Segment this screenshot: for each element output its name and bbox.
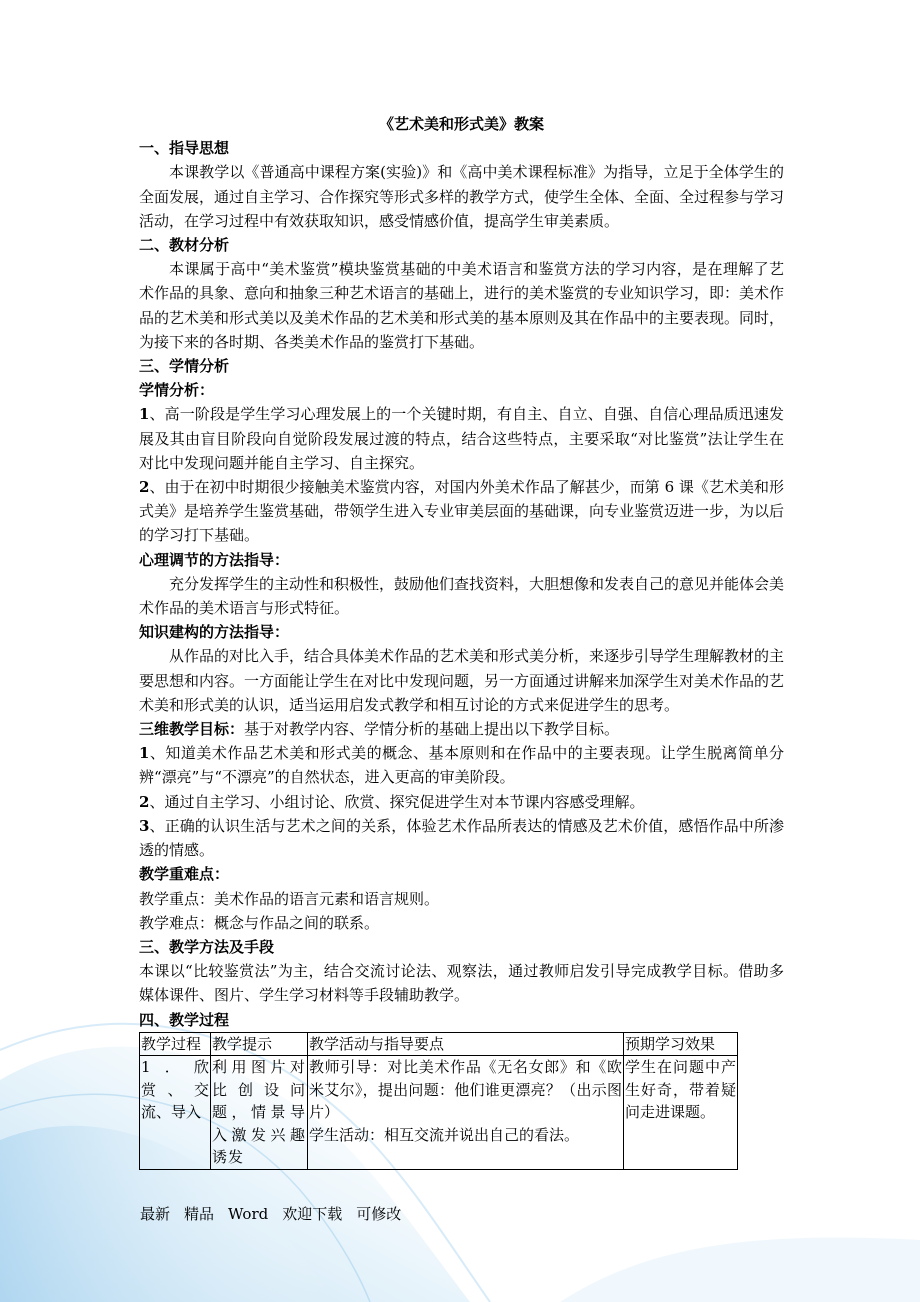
- heading-key-difficulties: 教学重难点：: [139, 865, 230, 884]
- cell-hint: 利用图片对比创设问题，情景导入激发兴趣诱发: [211, 1056, 308, 1170]
- heading-guiding-thought: 一、指导思想: [139, 139, 230, 158]
- teaching-goal-1: [139, 741, 784, 789]
- item-number: 1: [139, 405, 150, 424]
- cell-effect: 学生在问题中产生好奇，带着疑问走进课题。: [624, 1056, 738, 1170]
- teaching-process-table: [139, 1032, 738, 1170]
- paragraph-teaching-method: 本课以“比较鉴赏法”为主，结合交流讨论法、观察法，通过教师启发引导完成教学目标。借助多媒体课件、图片、学生学习材料等手段辅助教学。: [139, 962, 784, 1005]
- table-header-row: [140, 1032, 738, 1056]
- teaching-goal-2: [139, 790, 784, 814]
- teaching-goals-label: 三维教学目标：: [139, 720, 245, 739]
- item-number: 1: [139, 744, 150, 763]
- item-text: 、知道美术作品艺术美和形式美的概念、基本原则和在作品中的主要表现。让学生脱离简单分辨“漂亮”与“不漂亮”的自然状态，进入更高的审美阶段。: [139, 744, 784, 787]
- student-analysis-item-2: [139, 475, 784, 548]
- table-header-cell: 预期学习效果: [624, 1032, 738, 1056]
- teaching-goal-3: [139, 814, 784, 862]
- table-header-cell: 教学活动与指导要点: [308, 1032, 624, 1056]
- item-number: 3: [139, 816, 150, 835]
- teaching-goals-intro: [139, 717, 784, 741]
- paragraph-guiding-thought: 本课教学以《普通高中课程方案(实验)》和《高中美术课程标准》为指导，立足于全体学生的全面发展，通过自主学习、合作探究等形式多样的教学方式，使学生全体、全面、全过程参与学习活动，在学习过程中有效获取知识，感受情感价值，提高学生审美素质。: [139, 163, 785, 230]
- document-page: [139, 112, 784, 1170]
- student-analysis-item-1: [139, 402, 784, 475]
- subheading-student-analysis: 学情分析：: [139, 381, 215, 400]
- heading-knowledge-construction: 知识建构的方法指导：: [139, 623, 290, 642]
- heading-material-analysis: 二、教材分析: [139, 236, 230, 255]
- activity-teacher: 教师引导：对比美术作品《无名女郎》和《欧米艾尔》，提出问题：他们谁更漂亮？（出示图片）: [309, 1058, 622, 1122]
- paragraph-material-analysis: 本课属于高中“美术鉴赏”模块鉴赏基础的中美术语言和鉴赏方法的学习内容，是在理解了艺术作品的具象、意向和抽象三种艺术语言的基础上，进行的美术鉴赏的专业知识学习，即：美术作品的艺术美和形式美以及美术作品的艺术美和形式美的基本原则及其在作品中的主要表现。同时，为接下来的各时期、各类美术作品的鉴赏打下基础。: [139, 260, 785, 351]
- footer-text: 最新: [140, 1205, 171, 1223]
- item-text: 、正确的认识生活与艺术之间的关系，体验艺术作品所表达的情感及艺术价值，感悟作品中所渗透的情感。: [139, 816, 784, 860]
- cell-stage: 1．欣赏、交流、导入: [140, 1056, 211, 1170]
- teaching-focus: 教学重点：美术作品的语言元素和语言规则。: [139, 889, 440, 908]
- item-number: 2: [139, 792, 150, 811]
- footer-text: Word: [228, 1205, 269, 1223]
- paragraph-psychological-guidance: 充分发挥学生的主动性和积极性，鼓励他们查找资料，大胆想像和发表自己的意见并能体会美术作品的美术语言与形式特征。: [139, 574, 785, 618]
- page-footer: [140, 1203, 415, 1224]
- cell-activity: [308, 1056, 624, 1170]
- heading-teaching-process: 四、教学过程: [139, 1010, 230, 1029]
- heading-student-analysis: 三、学情分析: [139, 357, 230, 376]
- table-header-cell: 教学提示: [211, 1032, 308, 1056]
- footer-text: 精品: [184, 1205, 215, 1223]
- heading-psychological-guidance: 心理调节的方法指导：: [139, 550, 290, 569]
- item-text: 、高一阶段是学生学习心理发展上的一个关键时期，有自主、自立、自强、自信心理品质迅速发展及其由盲目阶段向自觉阶段发展过渡的特点，结合这些特点，主要采取“对比鉴赏”法让学生在对比中发现问题并能自主学习、自主探究。: [139, 405, 784, 472]
- table-header-cell: 教学过程: [140, 1032, 211, 1056]
- footer-text: 欢迎下载: [282, 1205, 343, 1223]
- footer-text: 可修改: [356, 1205, 402, 1223]
- item-text: 、通过自主学习、小组讨论、欣赏、探究促进学生对本节课内容感受理解。: [149, 792, 645, 811]
- document-title: 《艺术美和形式美》教案: [378, 115, 544, 133]
- item-number: 2: [139, 478, 150, 497]
- paragraph-knowledge-construction: 从作品的对比入手，结合具体美术作品的艺术美和形式美分析，来逐步引导学生理解教材的主要思想和内容。一方面能让学生在对比中发现问题，另一方面通过讲解来加深学生对美术作品的艺术美和形式美的认识，适当运用启发式教学和相互讨论的方式来促进学生的思考。: [139, 647, 785, 714]
- teaching-goals-intro-text: 基于对教学内容、学情分析的基础上提出以下教学目标。: [244, 720, 620, 739]
- heading-teaching-method: 三、教学方法及手段: [139, 937, 275, 956]
- table-row: [140, 1056, 738, 1170]
- item-text: 、由于在初中时期很少接触美术鉴赏内容，对国内外美术作品了解甚少，而第 6 课《艺术美和形式美》是培养学生鉴赏基础，带领学生进入专业审美层面的基础课，向专业鉴赏迈进一步，为以后的学习打下基础。: [139, 478, 785, 545]
- activity-student: 学生活动：相互交流并说出自己的看法。: [309, 1125, 580, 1144]
- teaching-difficulty: 教学难点：概念与作品之间的联系。: [139, 913, 380, 932]
